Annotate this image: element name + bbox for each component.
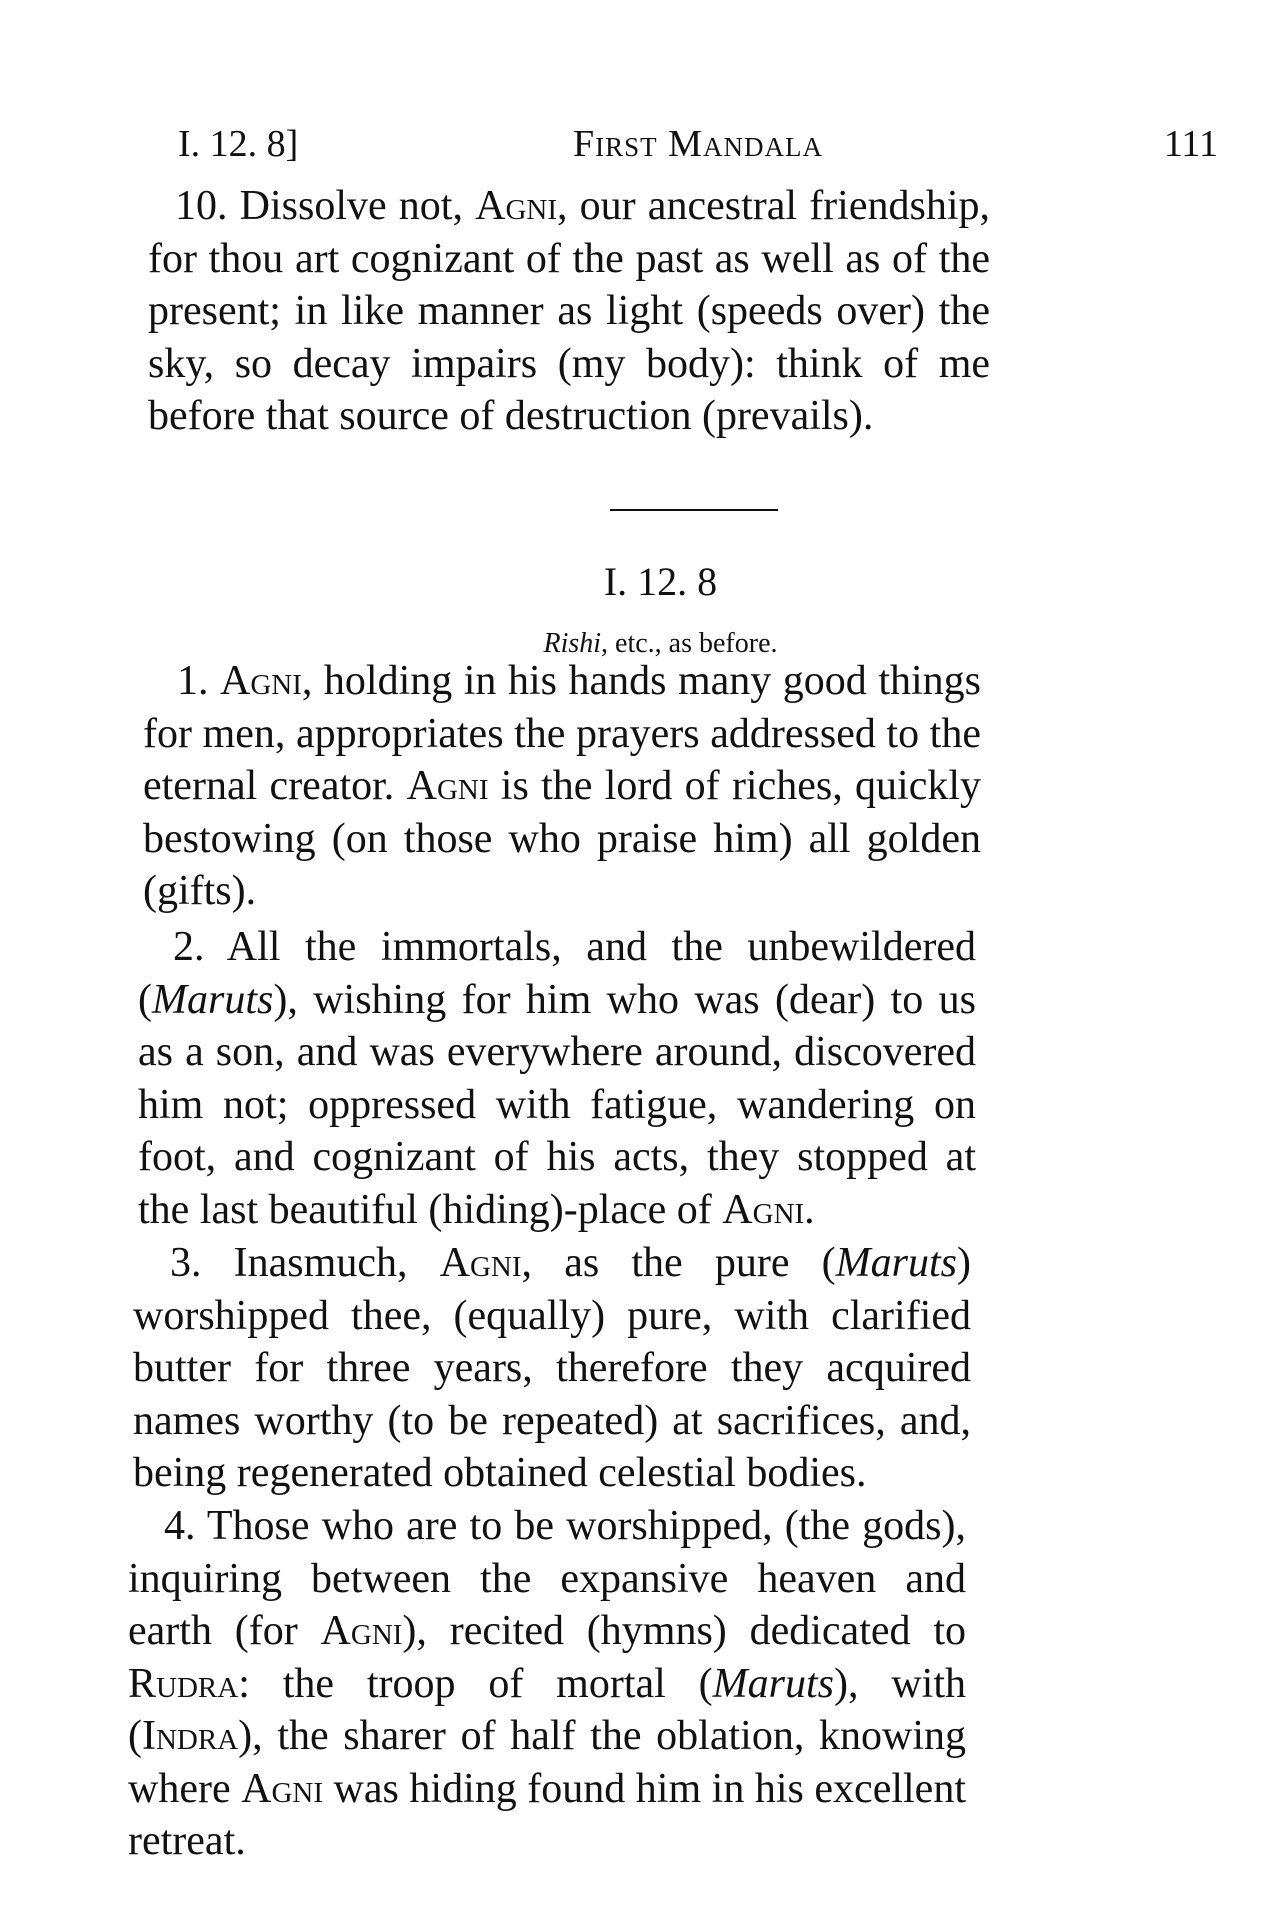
deity-name: Agni <box>320 1608 403 1654</box>
deity-name: Agni <box>220 658 302 704</box>
verse-text: 4. Those who are to be worshipped, (the gods), inquiring between the expansive heaven and earth (for <box>128 1503 966 1654</box>
deity-name: Agni <box>406 763 489 809</box>
verse-3 <box>133 1237 971 1500</box>
verse-text: 10. Dissolve not, <box>175 183 476 229</box>
verse-text: was hiding found him in his excellent retreat. <box>128 1765 966 1864</box>
deity-name: Indra <box>142 1713 239 1759</box>
rishi-text: , etc., as before. <box>601 628 778 659</box>
header-title: First Mandala <box>573 123 823 165</box>
verse-text: 2. All the immortals, and the unbewildered ( <box>138 924 976 1023</box>
verse-text: , holding in his hands many good things for men, appropriates the prayers addressed to the eternal creator. <box>143 658 981 809</box>
deity-name: Rudra <box>128 1660 239 1707</box>
deity-name: Maruts <box>712 1660 834 1707</box>
verse-text: 3. Inasmuch, <box>170 1240 440 1286</box>
verse-text: is the lord of riches, quickly bestowing (on those who praise him) all golden (gifts). <box>143 763 982 914</box>
verse-text: . <box>804 1186 815 1233</box>
running-header <box>178 122 1218 172</box>
verse-1 <box>143 655 981 918</box>
header-verse-reference: I. 12. 8] <box>178 123 299 165</box>
verse-text: , our ancestral friendship, for thou art cognizant of the past as well as of the present; in like manner as light (speeds over) the sky, so decay impairs (my body): think of me before that source of destruction (prevails). <box>148 183 990 439</box>
deity-name: Agni <box>475 183 558 229</box>
section-divider <box>610 509 778 511</box>
deity-name: Maruts <box>152 976 274 1023</box>
verse-text: ), recited (hymns) dedicated to <box>402 1608 966 1654</box>
verse-text: ) worshipped thee, (equally) pure, with clarified butter for three years, therefore they acquired names worthy (to be repeated) at sacrifices, and, being regenerated obtained celestial bodies. <box>133 1240 971 1496</box>
deity-name: Agni <box>439 1240 522 1286</box>
verse-4 <box>128 1500 966 1868</box>
section-title: I. 12. 8 <box>603 559 718 604</box>
deity-name: Maruts <box>835 1240 957 1286</box>
deity-name: Agni <box>722 1186 805 1233</box>
deity-name: Agni <box>241 1765 324 1812</box>
verse-2 <box>138 921 976 1236</box>
verse-text: ), the sharer of half the oblation, knowing where <box>128 1713 966 1812</box>
verse-text: 1. <box>177 658 221 704</box>
verse-text: ), wishing for him who was (dear) to us as a son, and was everywhere around, discovered him not; oppressed with fatigue, wandering on foot, and cognizant of his acts, they stopped at the last beautiful (hiding)-place of <box>138 976 976 1233</box>
rishi-label: Rishi <box>543 628 602 659</box>
page-number: 111 <box>1163 123 1218 165</box>
verse-text: : the troop of mortal ( <box>238 1660 713 1707</box>
verse-10 <box>148 180 990 443</box>
verse-text: ), with ( <box>128 1660 966 1759</box>
verse-text: , as the pure ( <box>521 1240 836 1286</box>
